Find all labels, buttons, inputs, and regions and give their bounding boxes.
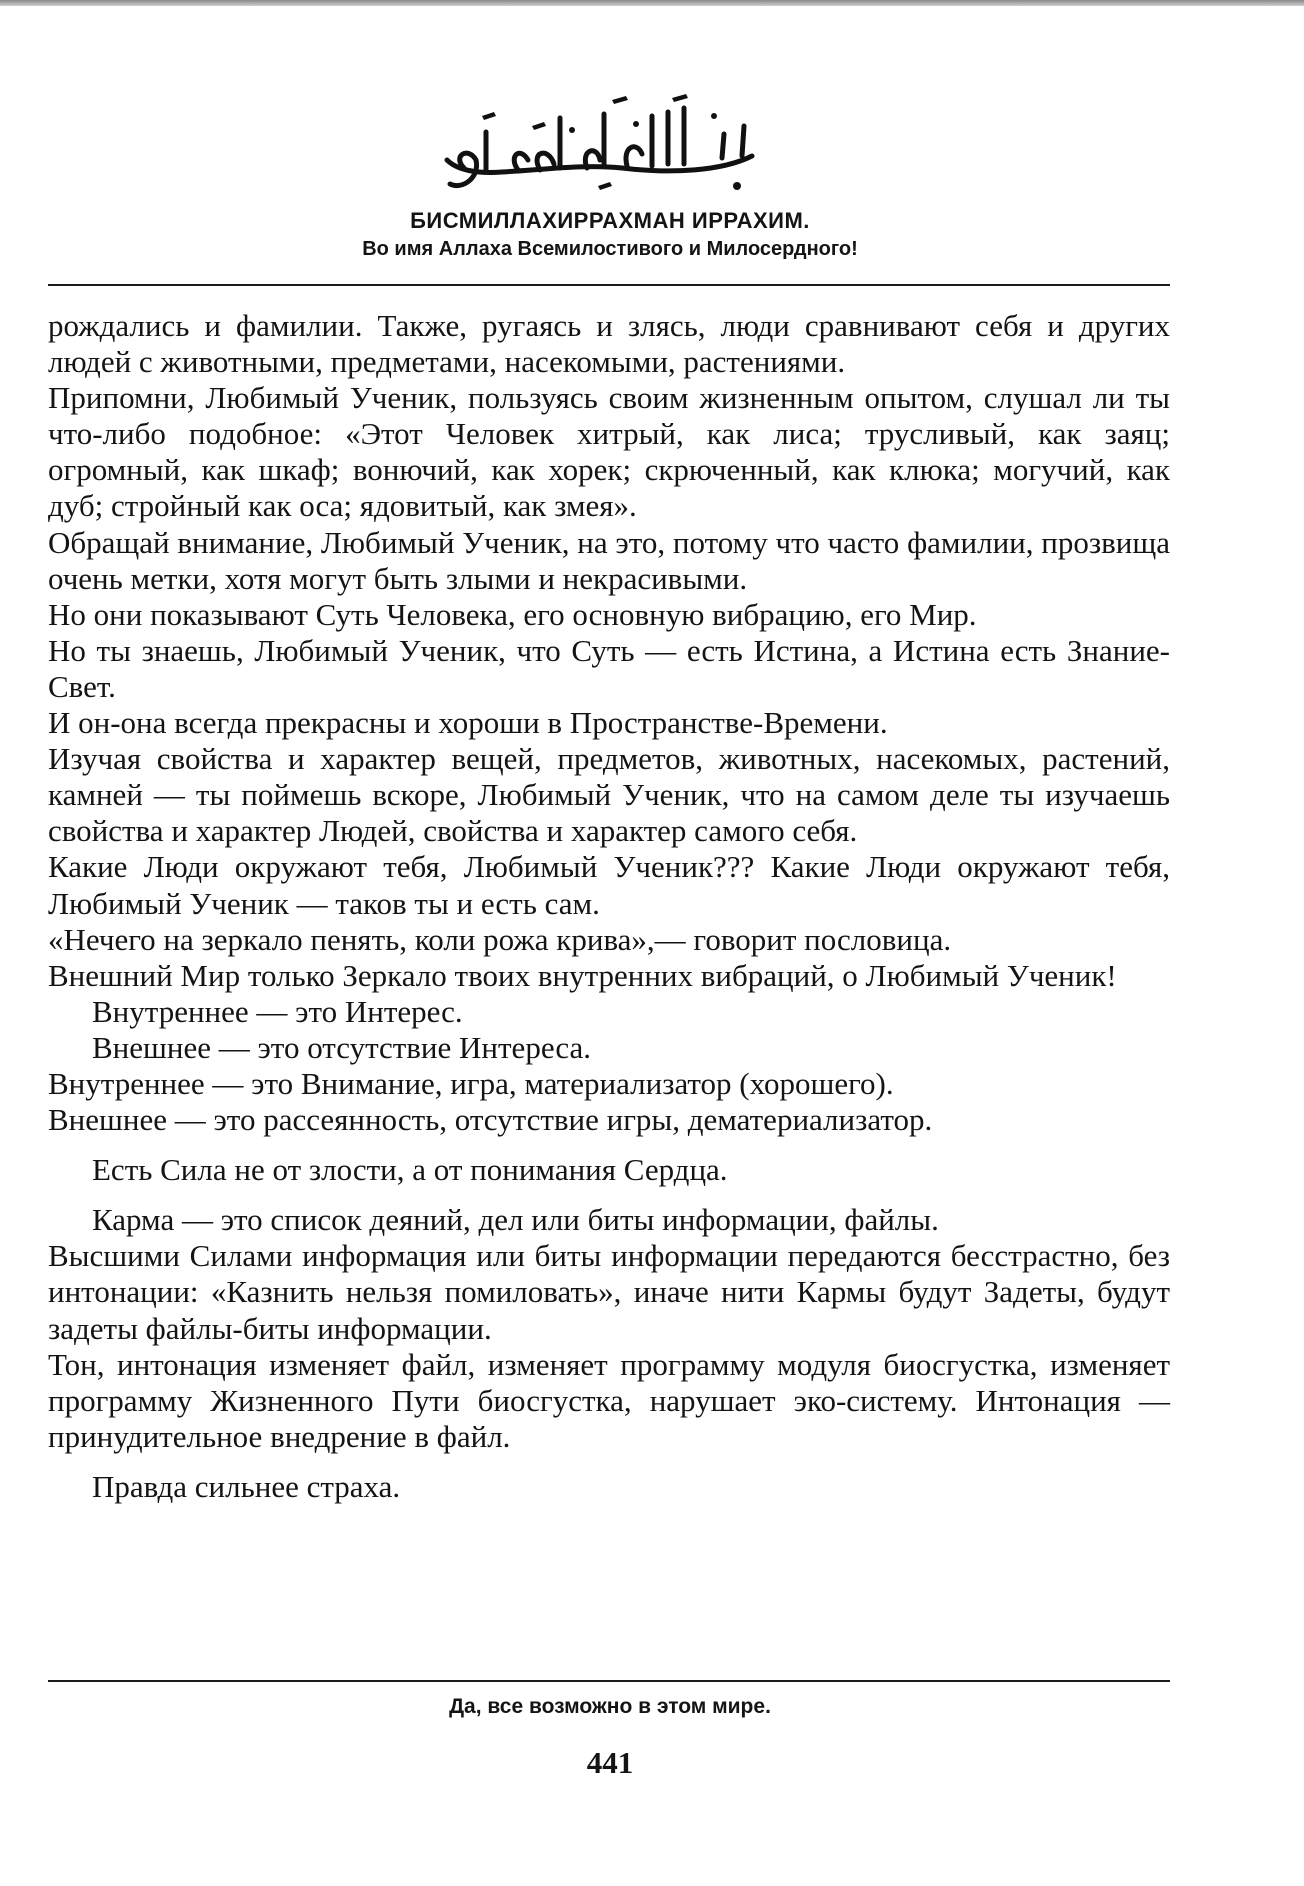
paragraph: И он-она всегда прекрасны и хороши в Пространстве-Времени. bbox=[48, 705, 888, 741]
paragraph: Внешнее — это рассеянность, отсутствие игры, дематериализатор. bbox=[48, 1102, 933, 1138]
paragraph: Есть Сила не от злости, а от понимания Сердца. bbox=[92, 1152, 728, 1188]
footer-divider bbox=[48, 1680, 1170, 1682]
footer-motto: Да, все возможно в этом мире. bbox=[449, 1695, 771, 1718]
paragraph: Но они показывают Суть Человека, его основную вибрацию, его Мир. bbox=[48, 596, 977, 632]
paragraph: Внешнее — это отсутствие Интереса. bbox=[92, 1029, 591, 1065]
bismillah-calligraphy bbox=[422, 86, 782, 196]
paragraph: Тон, интонация изменяет файл, изменяет программу модуля биосгустка, изменяет программу Жизненного Пути биосгустка, нарушает эко-систему. Интонация — принудительное внедрение в файл. bbox=[48, 1346, 1170, 1454]
paragraph: Правда сильнее страха. bbox=[92, 1468, 401, 1504]
paragraph: Изучая свойства и характер вещей, предметов, животных, насекомых, растений, камней — ты поймешь вскоре, Любимый Ученик, что на самом деле ты изучаешь свойства и характер Людей, свойства и характер самого себя. bbox=[48, 741, 1170, 849]
paragraph: Внутреннее — это Интерес. bbox=[92, 993, 463, 1029]
page-number: 441 bbox=[586, 1745, 634, 1780]
body-text bbox=[48, 308, 1170, 1505]
header-divider bbox=[48, 284, 1170, 286]
paragraph: «Нечего на зеркало пенять, коли рожа крива»,— говорит пословица. bbox=[48, 921, 952, 957]
header-title: БИСМИЛЛАХИРРАХМАН ИРРАХИМ. bbox=[410, 208, 810, 233]
paragraph: Какие Люди окружают тебя, Любимый Ученик??? Какие Люди окружают тебя, Любимый Ученик — таков ты и есть сам. bbox=[48, 849, 1170, 921]
paragraph: Внешний Мир только Зеркало твоих внутренних вибраций, о Любимый Ученик! bbox=[48, 957, 1117, 993]
header-subtitle: Во имя Аллаха Всемилостивого и Милосердного! bbox=[362, 238, 858, 260]
page-top-edge bbox=[0, 0, 1304, 6]
paragraph: Обращай внимание, Любимый Ученик, на это, потому что часто фамилии, прозвища очень метки, хотя могут быть злыми и некрасивыми. bbox=[48, 524, 1170, 596]
paragraph: Но ты знаешь, Любимый Ученик, что Суть — есть Истина, а Истина есть Знание-Свет. bbox=[48, 632, 1170, 704]
paragraph: рождались и фамилии. Также, ругаясь и злясь, люди сравнивают себя и других людей с животными, предметами, насекомыми, растениями. bbox=[48, 308, 1170, 380]
paragraph: Высшими Силами информация или биты информации передаются бесстрастно, без интонации: «Казнить нельзя помиловать», иначе нити Кармы будут Задеты, будут задеты файлы-биты информации. bbox=[48, 1238, 1170, 1346]
paragraph: Припомни, Любимый Ученик, пользуясь своим жизненным опытом, слушал ли ты что-либо подобное: «Этот Человек хитрый, как лиса; трусливый, как заяц; огромный, как шкаф; вонючий, как хорек; скрюченный, как клюка; могучий, как дуб; стройный как оса; ядовитый, как змея». bbox=[48, 380, 1170, 524]
paragraph: Карма — это список деяний, дел или биты информации, файлы. bbox=[92, 1202, 939, 1238]
paragraph: Внутреннее — это Внимание, игра, материализатор (хорошего). bbox=[48, 1065, 894, 1101]
